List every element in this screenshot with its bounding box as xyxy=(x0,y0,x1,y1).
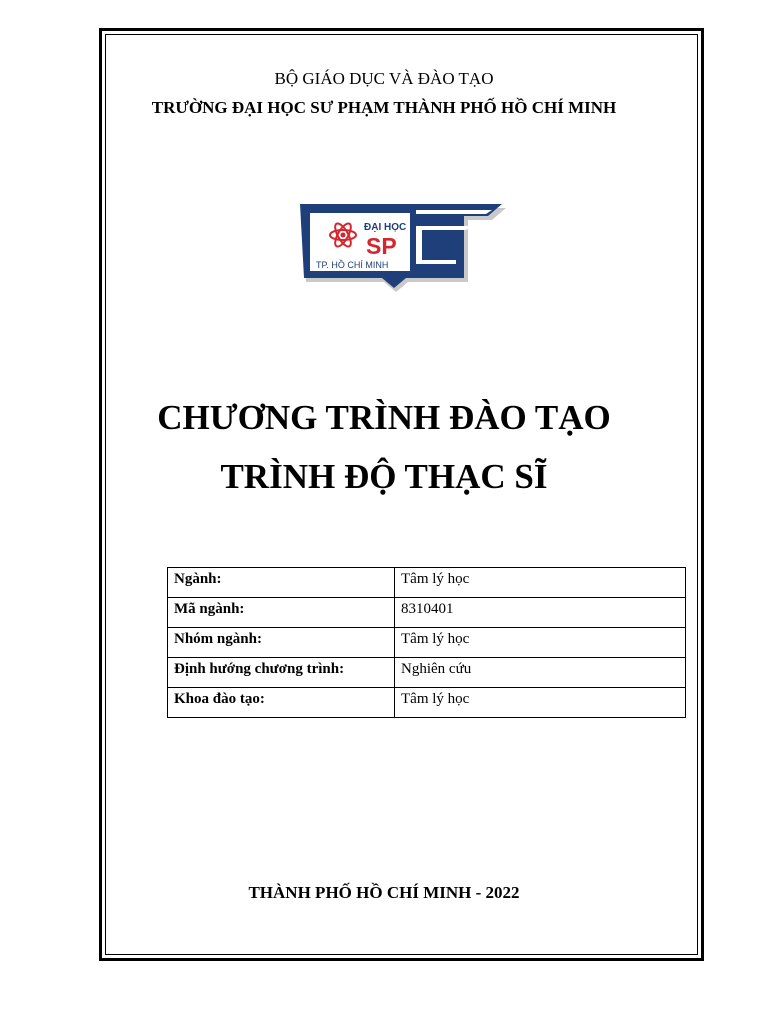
ministry-name: BỘ GIÁO DỤC VÀ ĐÀO TẠO xyxy=(274,69,494,88)
table-row xyxy=(168,658,686,688)
program-info-table xyxy=(167,567,686,718)
footer-city-year: THÀNH PHỐ HỒ CHÍ MINH - 2022 xyxy=(248,883,520,902)
row-value: 8310401 xyxy=(395,598,686,628)
university-logo xyxy=(296,200,510,292)
row-label: Nhóm ngành: xyxy=(168,628,395,658)
logo-line-1: ĐẠI HỌC xyxy=(364,222,407,233)
university-name: TRƯỜNG ĐẠI HỌC SƯ PHẠM THÀNH PHỐ HỒ CHÍ MINH xyxy=(151,98,617,117)
table-row xyxy=(168,568,686,598)
row-label: Ngành: xyxy=(168,568,395,598)
table-row xyxy=(168,598,686,628)
table-row xyxy=(168,688,686,718)
logo-line-3: TP. HỒ CHÍ MINH xyxy=(316,260,389,270)
logo-line-2: SP xyxy=(366,233,397,259)
row-label: Khoa đào tạo: xyxy=(168,688,395,718)
table-row xyxy=(168,628,686,658)
document-title-line-2: TRÌNH ĐỘ THẠC SĨ xyxy=(220,457,548,496)
row-label: Mã ngành: xyxy=(168,598,395,628)
row-value: Nghiên cứu xyxy=(395,658,686,688)
row-value: Tâm lý học xyxy=(395,628,686,658)
row-value: Tâm lý học xyxy=(395,688,686,718)
row-value: Tâm lý học xyxy=(395,568,686,598)
document-title-line-1: CHƯƠNG TRÌNH ĐÀO TẠO xyxy=(157,398,611,437)
row-label: Định hướng chương trình: xyxy=(168,658,395,688)
